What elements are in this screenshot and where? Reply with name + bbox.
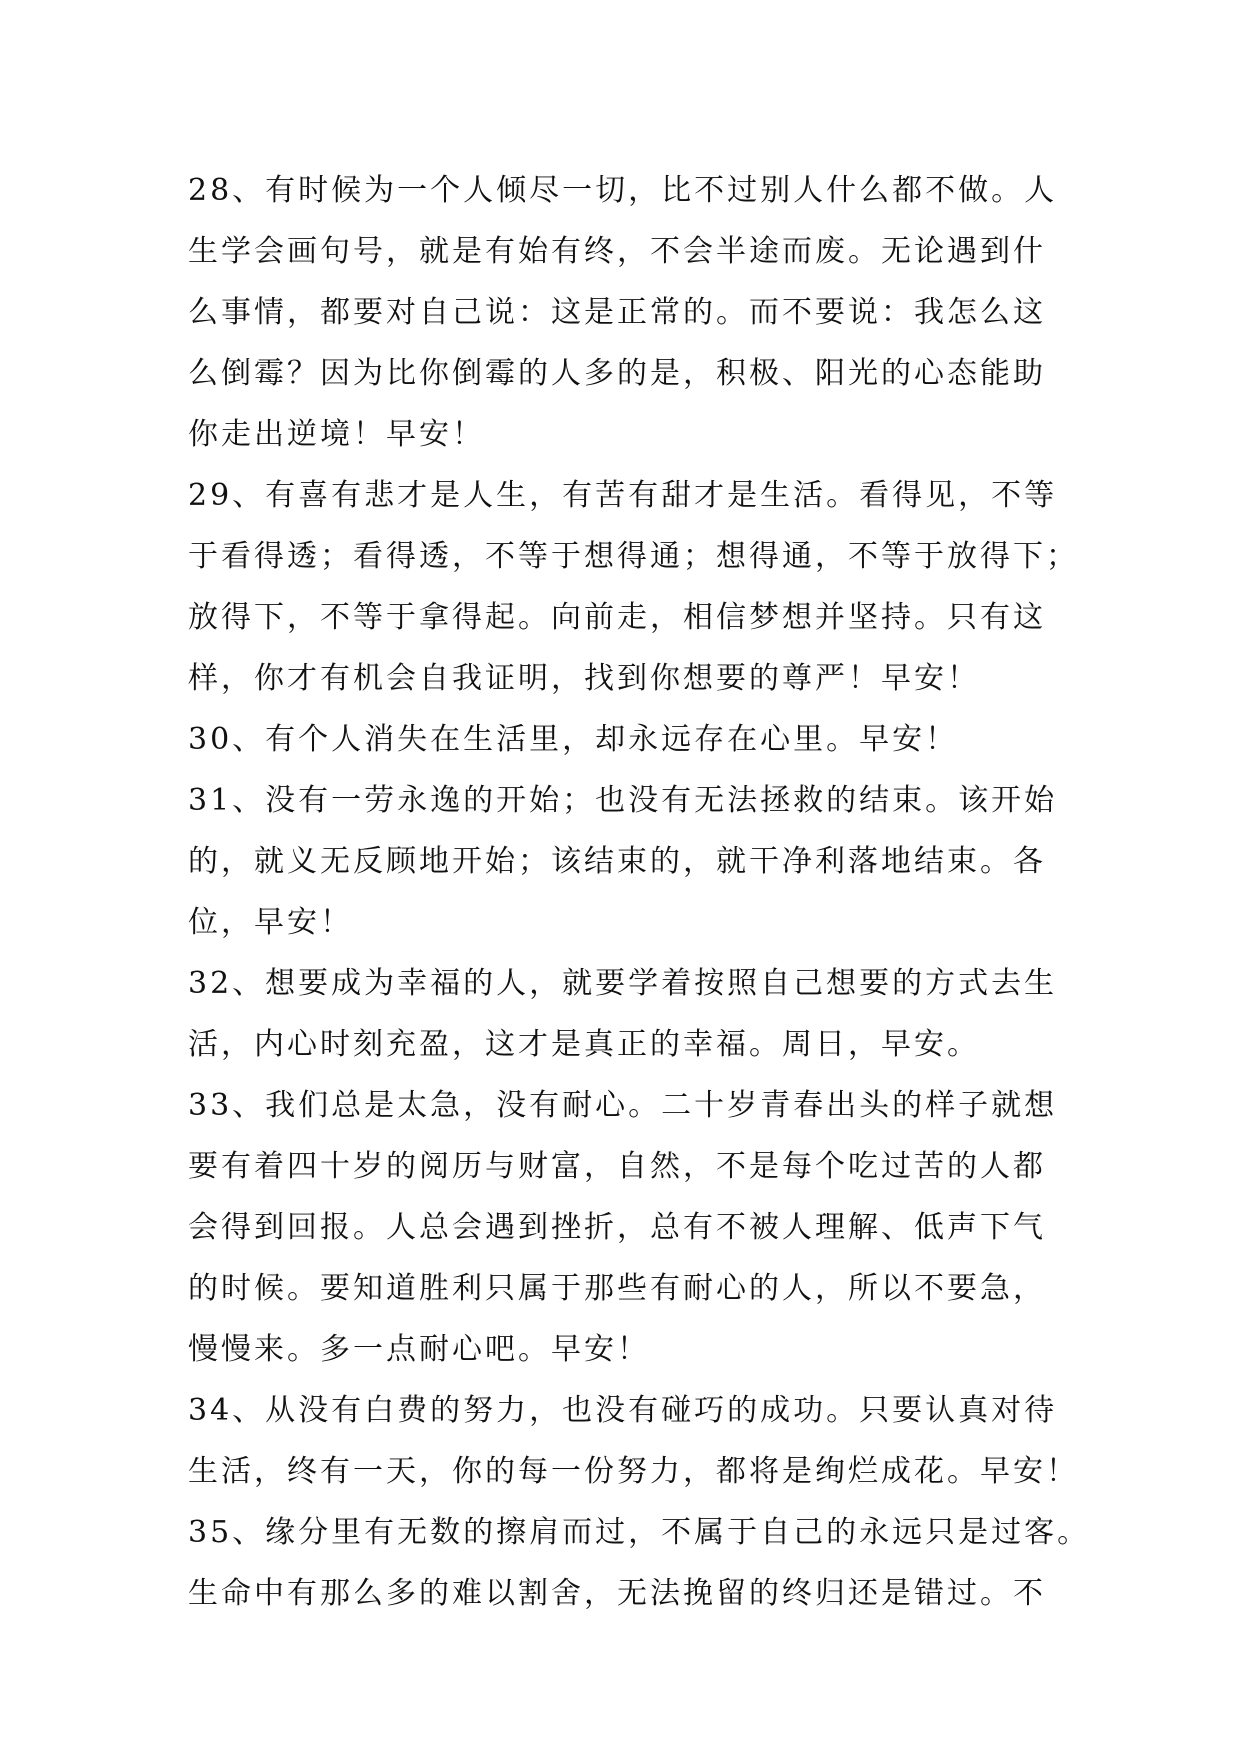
- text-line: 31、没有一劳永逸的开始；也没有无法拯救的结束。该开始: [188, 783, 1058, 818]
- text-line: 位，早安！: [188, 905, 353, 940]
- text-line: 会得到回报。人总会遇到挫折，总有不被人理解、低声下气: [188, 1210, 1046, 1245]
- text-line: 29、有喜有悲才是人生，有苦有甜才是生活。看得见，不等: [188, 478, 1058, 513]
- text-line: 的时候。要知道胜利只属于那些有耐心的人，所以不要急，: [188, 1271, 1046, 1306]
- text-line: 慢慢来。多一点耐心吧。早安！: [188, 1332, 650, 1367]
- document-body: [188, 160, 1091, 1624]
- text-line: 35、缘分里有无数的擦肩而过，不属于自己的永远只是过客。: [188, 1515, 1091, 1550]
- text-line: 的，就义无反顾地开始；该结束的，就干净利落地结束。各: [188, 844, 1046, 879]
- entry-29: [188, 465, 1079, 709]
- text-line: 你走出逆境！早安！: [188, 417, 485, 452]
- text-line: 么事情，都要对自己说：这是正常的。而不要说：我怎么这: [188, 295, 1046, 330]
- text-line: 30、有个人消失在生活里，却永远存在心里。早安！: [188, 722, 959, 757]
- text-line: 放得下，不等于拿得起。向前走，相信梦想并坚持。只有这: [188, 600, 1046, 635]
- entry-34: [188, 1380, 1079, 1502]
- text-line: 34、从没有白费的努力，也没有碰巧的成功。只要认真对待: [188, 1393, 1058, 1428]
- text-line: 活，内心时刻充盈，这才是真正的幸福。周日，早安。: [188, 1027, 980, 1062]
- entry-35: [188, 1502, 1091, 1624]
- entry-28: [188, 160, 1068, 465]
- text-line: 于看得透；看得透，不等于想得通；想得通，不等于放得下；: [188, 539, 1079, 574]
- text-line: 生活，终有一天，你的每一份努力，都将是绚烂成花。早安！: [188, 1454, 1079, 1489]
- text-line: 样，你才有机会自我证明，找到你想要的尊严！早安！: [188, 661, 980, 696]
- entry-33: [188, 1075, 1068, 1380]
- text-line: 生学会画句号，就是有始有终，不会半途而废。无论遇到什: [188, 234, 1046, 269]
- text-line: 32、想要成为幸福的人，就要学着按照自己想要的方式去生: [188, 966, 1058, 1001]
- text-line: 要有着四十岁的阅历与财富，自然，不是每个吃过苦的人都: [188, 1149, 1046, 1184]
- entry-30: [188, 709, 1068, 770]
- text-line: 33、我们总是太急，没有耐心。二十岁青春出头的样子就想: [188, 1088, 1058, 1123]
- text-line: 28、有时候为一个人倾尽一切，比不过别人什么都不做。人: [188, 173, 1058, 208]
- entry-31: [188, 770, 1068, 953]
- entry-32: [188, 953, 1068, 1075]
- text-line: 生命中有那么多的难以割舍，无法挽留的终归还是错过。不: [188, 1576, 1046, 1611]
- text-line: 么倒霉？因为比你倒霉的人多的是，积极、阳光的心态能助: [188, 356, 1046, 391]
